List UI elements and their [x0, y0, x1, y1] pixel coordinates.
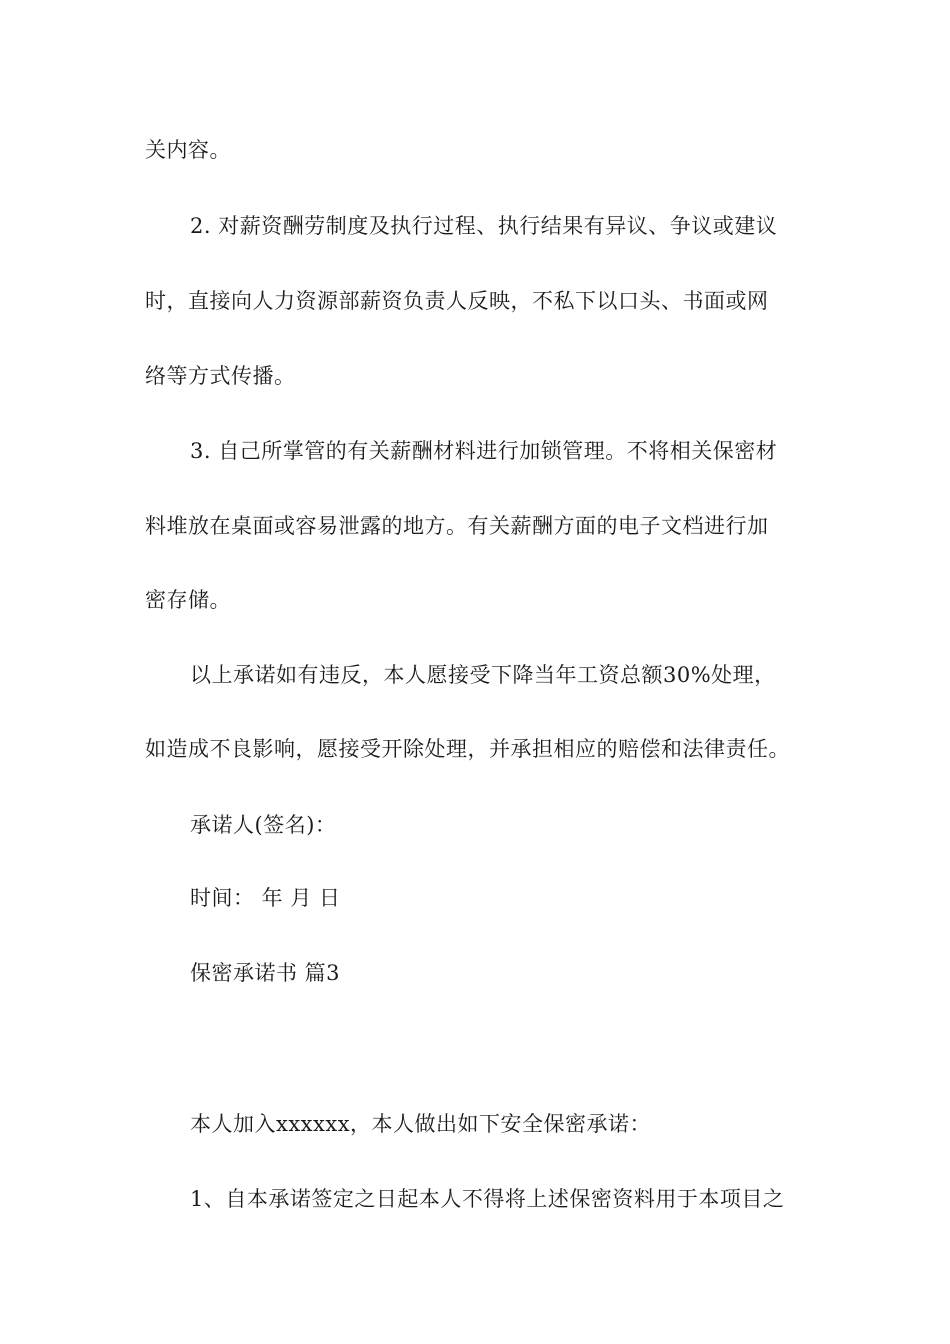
- paragraph-line: 本人加入xxxxxx，本人做出如下安全保密承诺：: [190, 1112, 652, 1136]
- paragraph-line: 2. 对薪资酬劳制度及执行过程、执行结果有异议、争议或建议: [190, 214, 778, 238]
- signature-label: 承诺人(签名)：: [190, 813, 337, 837]
- paragraph-line: 料堆放在桌面或容易泄露的地方。有关薪酬方面的电子文档进行加: [145, 514, 769, 538]
- paragraph-line: 关内容。: [145, 138, 231, 162]
- paragraph-line: 络等方式传播。: [145, 364, 296, 388]
- paragraph-line: 密存储。: [145, 588, 231, 612]
- paragraph-line: 1、自本承诺签定之日起本人不得将上述保密资料用于本项目之: [190, 1187, 785, 1211]
- paragraph-line: 时，直接向人力资源部薪资负责人反映，不私下以口头、书面或网: [145, 289, 769, 313]
- date-label: 时间： 年 月 日: [190, 886, 341, 910]
- section-heading: 保密承诺书 篇3: [190, 961, 341, 985]
- paragraph-line: 以上承诺如有违反，本人愿接受下降当年工资总额30%处理，: [190, 663, 776, 687]
- paragraph-line: 3. 自己所掌管的有关薪酬材料进行加锁管理。不将相关保密材: [190, 439, 778, 463]
- paragraph-line: 如造成不良影响，愿接受开除处理，并承担相应的赔偿和法律责任。: [145, 737, 790, 761]
